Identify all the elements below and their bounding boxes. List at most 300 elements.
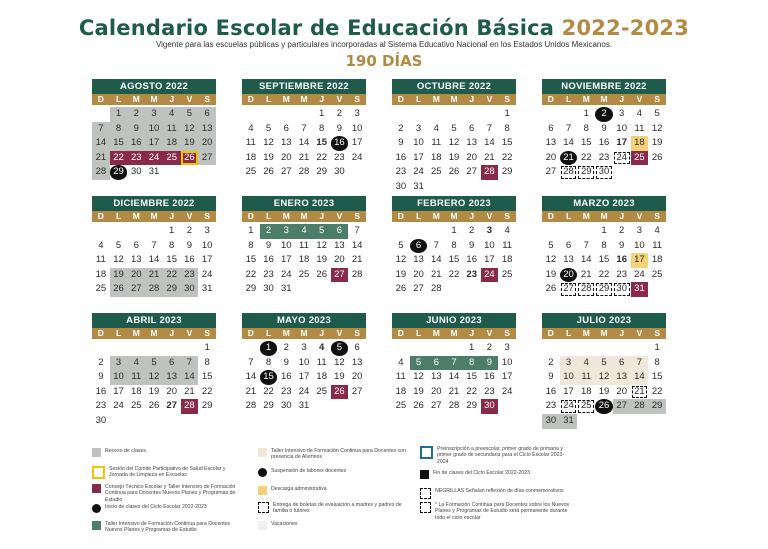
month-title: MAYO 2023 [242,313,366,328]
legend-item [258,448,408,461]
day-cell: 27 [280,166,292,178]
day-cell: 1 [169,225,175,236]
legend-item [92,448,242,457]
day-cell: 28 [560,165,578,180]
day-cell: 25 [501,268,513,280]
day-cell: 31 [148,166,160,178]
day-cell: 21 [298,151,310,163]
month-title: DICIEMBRE 2022 [92,196,216,211]
day-cell: 28 [577,282,595,297]
day-cell: 1 [601,225,607,236]
day-cell: 22 [651,385,663,397]
day-cell: 15 [201,371,213,383]
day-cell: 27 [351,385,363,397]
empty-cell [463,107,481,122]
weekday-label: V [336,94,343,104]
day-cell: 12 [413,371,424,383]
day-cell: 26 [651,151,663,163]
day-cell: 14 [484,137,495,149]
day-cell: 24 [613,151,631,166]
day-cell: 18 [580,385,592,397]
legend-item [258,486,408,495]
day-cell: 24 [413,166,424,178]
day-cell: 2 [548,356,554,368]
empty-cell [145,341,163,356]
day-cell: 24 [351,151,363,163]
day-cell: 6 [354,342,360,353]
day-cell: 28 [181,399,199,414]
day-cell: 9 [283,356,289,368]
day-cell: 10 [298,356,310,368]
month-septiembre-2022 [242,79,366,180]
day-cell: 10 [501,356,513,368]
day-grid [392,224,516,297]
day-cell: 15 [651,371,663,383]
legend-swatch [92,521,101,530]
weekday-label: D [247,211,254,221]
day-cell: 13 [563,254,574,266]
day-cell: 8 [504,122,510,134]
legend-label: Descarga administrativa [271,486,327,492]
empty-cell [577,224,595,239]
day-cell: 14 [148,254,160,266]
day-cell: 7 [631,356,649,371]
day-cell: 11 [316,356,327,368]
day-cell: 26 [595,399,613,414]
day-cell: 5 [181,107,199,122]
day-cell: 11 [299,239,309,251]
day-cell: 22 [598,268,610,280]
day-cell: 15 [466,371,477,383]
day-cell: 23 [280,385,292,397]
weekday-header [242,211,366,222]
weekday-label: D [397,328,404,338]
day-cell: 23 [127,151,145,166]
day-cell: 12 [316,239,327,251]
day-cell: 3 [354,108,360,119]
day-cell: 2 [127,107,145,122]
day-cell: 4 [248,122,254,134]
empty-cell [110,224,128,239]
day-cell: 21 [430,268,442,280]
weekday-header [392,94,516,105]
day-cell: 24 [201,268,213,280]
legend-label: Taller Intensivo de Formación Continua para Docentes con presencia de Alumnos [271,448,406,461]
day-cell: 22 [580,151,592,163]
day-cell: 14 [181,370,199,385]
day-cell: 23 [334,151,345,163]
empty-cell [110,341,128,356]
weekday-label: J [319,94,325,104]
day-cell: 31 [298,400,310,412]
weekday-label: L [565,328,572,338]
day-cell: 30 [263,283,274,295]
day-cell: 29 [263,400,274,412]
day-cell: 5 [265,122,272,134]
day-cell: 16 [545,385,557,397]
day-cell: 29 [163,282,181,297]
month-mayo-2023 [242,313,366,414]
day-cell: 17 [563,385,574,397]
day-cell: 2 [186,225,193,236]
day-cell: 28 [298,166,310,178]
weekday-label: M [150,328,158,338]
day-cell: 29 [245,283,257,295]
day-cell: 19 [598,385,610,397]
day-grid [542,341,666,429]
day-cell: 5 [398,239,404,251]
weekday-header [542,328,666,339]
day-cell: 19 [545,268,557,280]
day-cell: 24 [501,385,513,397]
day-cell: 28 [448,400,460,412]
day-cell: 18 [245,151,257,163]
day-cell: 1 [504,108,510,119]
day-cell: 6 [548,122,554,134]
empty-cell [242,341,260,356]
legend-label: Vacaciones [271,521,298,527]
day-cell: 26 [110,282,128,297]
day-cell: 19 [263,151,274,163]
day-cell: 8 [583,122,589,134]
day-grid [542,107,666,180]
day-cell: 10 [110,370,128,385]
day-cell: 20 [198,136,216,151]
weekday-label: D [397,211,404,221]
day-cell: 22 [163,268,181,283]
day-cell: 12 [651,122,663,134]
legend-label: Consejo Técnico Escolar y Taller Intensivo de Formación Continua para Docentes Nuevos Planes y Programas de Estudio [105,484,236,503]
day-cell: 15 [448,254,460,266]
empty-cell [295,107,313,122]
day-cell: 9 [98,371,104,383]
day-cell: 30 [542,414,560,429]
empty-cell [92,107,110,122]
day-cell: 18 [95,268,107,280]
legend-swatch [258,448,267,457]
day-cell: 1 [260,341,278,356]
day-cell: 25 [163,151,181,166]
weekday-label: M [282,328,290,338]
day-cell: 2 [469,225,475,236]
day-cell: 20 [560,268,578,283]
month-agosto-2022 [92,79,216,180]
day-cell: 3 [636,225,643,236]
day-cell: 7 [354,225,360,236]
empty-cell [481,107,499,122]
month-febrero-2023 [392,196,516,297]
day-grid [392,341,516,414]
day-cell: 12 [448,137,460,149]
day-cell: 24 [298,385,310,397]
day-cell: 12 [334,356,345,368]
weekday-label: S [204,211,210,221]
weekday-label: M [132,94,140,104]
day-cell: 23 [181,268,199,283]
legend-label: Taller Intensivo de Formación Continua para Docentes Nuevos Planes y Programas de Estudio [105,521,231,534]
empty-cell [127,224,145,239]
day-cell: 19 [651,137,663,149]
day-cell: 29 [316,166,327,178]
weekday-label: M [582,94,590,104]
legend-label: NEGRILLAS Señalan reflexión de días conmemorativos [435,488,564,494]
weekday-label: S [204,328,210,338]
day-cell: 2 [336,108,343,119]
weekday-label: M [582,211,590,221]
day-cell: 21 [484,151,495,163]
empty-cell [277,107,295,122]
day-cell: 4 [398,356,404,368]
day-cell: 6 [427,356,445,371]
day-cell: 23 [395,166,407,178]
empty-cell [577,341,595,356]
day-cell: 20 [413,268,424,280]
day-cell: 14 [430,254,442,266]
day-cell: 23 [95,400,107,412]
day-cell: 11 [95,254,106,266]
weekday-label: V [636,94,643,104]
weekday-label: M [432,211,440,221]
day-cell: 18 [163,136,181,151]
day-cell: 31 [280,283,292,295]
day-cell: 20 [334,254,345,266]
day-cell: 25 [298,268,310,280]
weekday-header [92,211,216,222]
day-cell: 6 [469,122,475,134]
weekday-label: D [547,328,554,338]
weekday-label: S [504,211,510,221]
day-cell: 6 [133,239,139,251]
empty-cell [92,224,110,239]
day-cell: 16 [263,254,274,266]
month-octubre-2022 [392,79,516,195]
day-cell: 25 [95,283,107,295]
day-cell: 14 [580,254,592,266]
weekday-label: S [504,94,510,104]
month-title: JULIO 2023 [542,313,666,328]
weekday-header [242,328,366,339]
day-cell: 7 [445,356,463,371]
weekday-label: J [169,94,175,104]
day-cell: 22 [316,151,327,163]
day-cell: 5 [548,239,554,251]
weekday-label: M [150,94,158,104]
day-cell: 29 [595,282,613,297]
day-cell: 22 [448,268,460,280]
month-abril-2023 [92,313,216,429]
day-grid [242,107,366,180]
day-cell: 10 [634,239,645,251]
day-cell: 26 [448,166,460,178]
day-cell: 7 [151,239,157,251]
weekday-label: J [469,328,475,338]
empty-cell [542,224,560,239]
weekday-label: L [115,94,122,104]
weekday-label: V [636,211,643,221]
day-cell: 30 [481,399,499,414]
day-cell: 26 [413,400,424,412]
day-cell: 22 [110,151,128,166]
day-cell: 28 [92,165,110,180]
weekday-label: S [354,94,360,104]
day-cell: 25 [577,399,595,414]
month-title: FEBRERO 2023 [392,196,516,211]
month-title: JUNIO 2023 [392,313,516,328]
day-cell: 23 [616,268,627,280]
day-cell: 18 [501,254,513,266]
day-cell: 8 [265,356,272,368]
month-junio-2023 [392,313,516,414]
legend-swatch [420,488,431,499]
day-cell: 15 [110,136,128,151]
day-cell: 10 [201,239,213,251]
day-cell: 29 [110,165,128,180]
day-cell: 7 [248,356,254,368]
day-cell: 27 [560,282,578,297]
weekday-label: D [97,328,104,338]
day-cell: 8 [204,356,210,368]
day-cell: 26 [316,268,327,280]
legend-item [420,446,570,465]
day-cell: 12 [595,370,613,385]
day-cell: 17 [201,254,213,266]
legend-swatch [92,504,101,513]
day-cell: 30 [130,166,142,178]
weekday-label: L [265,94,272,104]
day-cell: 8 [654,356,660,368]
day-cell: 9 [265,239,272,251]
day-grid [242,224,366,297]
day-cell: 24 [634,268,645,280]
empty-cell [560,107,578,122]
empty-cell [595,341,613,356]
day-cell: 11 [163,122,181,137]
day-cell: 2 [398,122,404,134]
day-cell: 22 [263,385,274,397]
day-grid [92,224,216,297]
empty-cell [613,341,631,356]
day-cell: 13 [430,371,442,383]
day-cell: 30 [181,282,199,297]
weekday-label: V [486,328,493,338]
weekday-label: M [600,211,608,221]
day-cell: 10 [484,239,495,251]
month-title: ENERO 2023 [242,196,366,211]
weekday-label: L [565,94,572,104]
day-cell: 13 [334,239,345,251]
empty-cell [410,341,428,356]
weekday-label: M [282,211,290,221]
month-title: OCTUBRE 2022 [392,79,516,94]
empty-cell [260,107,278,122]
legend-swatch [92,466,105,479]
weekday-label: L [415,94,422,104]
legend-item [92,484,242,503]
day-cell: 19 [413,385,424,397]
day-cell: 29 [648,399,666,414]
day-cell: 1 [469,342,475,353]
month-marzo-2023 [542,196,666,297]
month-enero-2023 [242,196,366,297]
day-cell: 25 [430,166,442,178]
day-cell: 16 [95,385,107,397]
day-cell: 15 [598,254,610,266]
day-cell: 3 [560,356,578,371]
day-cell: 10 [560,370,578,385]
day-cell: 8 [110,122,128,137]
empty-cell [560,224,578,239]
day-cell: 13 [163,370,181,385]
empty-cell [427,224,445,239]
day-cell: 20 [545,151,557,163]
day-cell: 17 [298,371,310,383]
legend-label: Inicio de clases del Ciclo Escolar 2022-2023 [105,504,207,510]
day-cell: 25 [130,400,142,412]
day-cell: 5 [145,356,163,371]
day-cell: 16 [598,137,610,149]
day-cell: 28 [631,399,649,414]
weekday-label: M [450,211,458,221]
day-cell: 28 [481,165,499,180]
weekday-label: L [415,211,422,221]
day-cell: 29 [577,165,595,180]
day-cell: 20 [127,268,145,283]
day-cell: 13 [545,137,557,149]
day-cell: 4 [654,225,660,236]
weekday-label: J [319,328,325,338]
legend [0,444,768,549]
day-cell: 20 [616,385,627,397]
day-cell: 5 [313,224,331,239]
day-cell: 4 [319,342,325,353]
day-cell: 16 [331,136,349,151]
day-cell: 9 [336,122,343,134]
day-cell: 6 [410,239,428,254]
day-cell: 19 [334,371,345,383]
empty-cell [542,341,560,356]
day-cell: 28 [245,400,257,412]
weekday-label: L [265,328,272,338]
day-cell: 12 [395,254,407,266]
day-cell: 8 [169,239,175,251]
day-cell: 18 [430,151,442,163]
weekday-header [392,328,516,339]
day-cell: 26 [395,283,407,295]
day-cell: 3 [277,224,295,239]
weekday-label: V [186,328,193,338]
day-cell: 18 [631,136,649,151]
day-cell: 16 [484,371,495,383]
day-cell: 30 [613,282,631,297]
legend-label: Suspensión de labores docentes [271,468,347,474]
day-cell: 4 [577,356,595,371]
page-title: Calendario Escolar de Educación Básica 2022-2023 [78,16,690,40]
weekday-header [242,94,366,105]
day-cell: 22 [245,268,257,280]
day-cell: 9 [186,239,193,251]
day-cell: 27 [198,151,216,166]
day-cell: 15 [260,370,278,385]
day-cell: 31 [413,180,424,192]
day-cell: 1 [110,107,128,122]
day-cell: 17 [616,137,627,149]
day-cell: 23 [484,385,495,397]
month-title: AGOSTO 2022 [92,79,216,94]
day-cell: 14 [245,371,257,383]
day-cell: 31 [631,282,649,297]
empty-cell [445,341,463,356]
day-cell: 7 [92,122,110,137]
